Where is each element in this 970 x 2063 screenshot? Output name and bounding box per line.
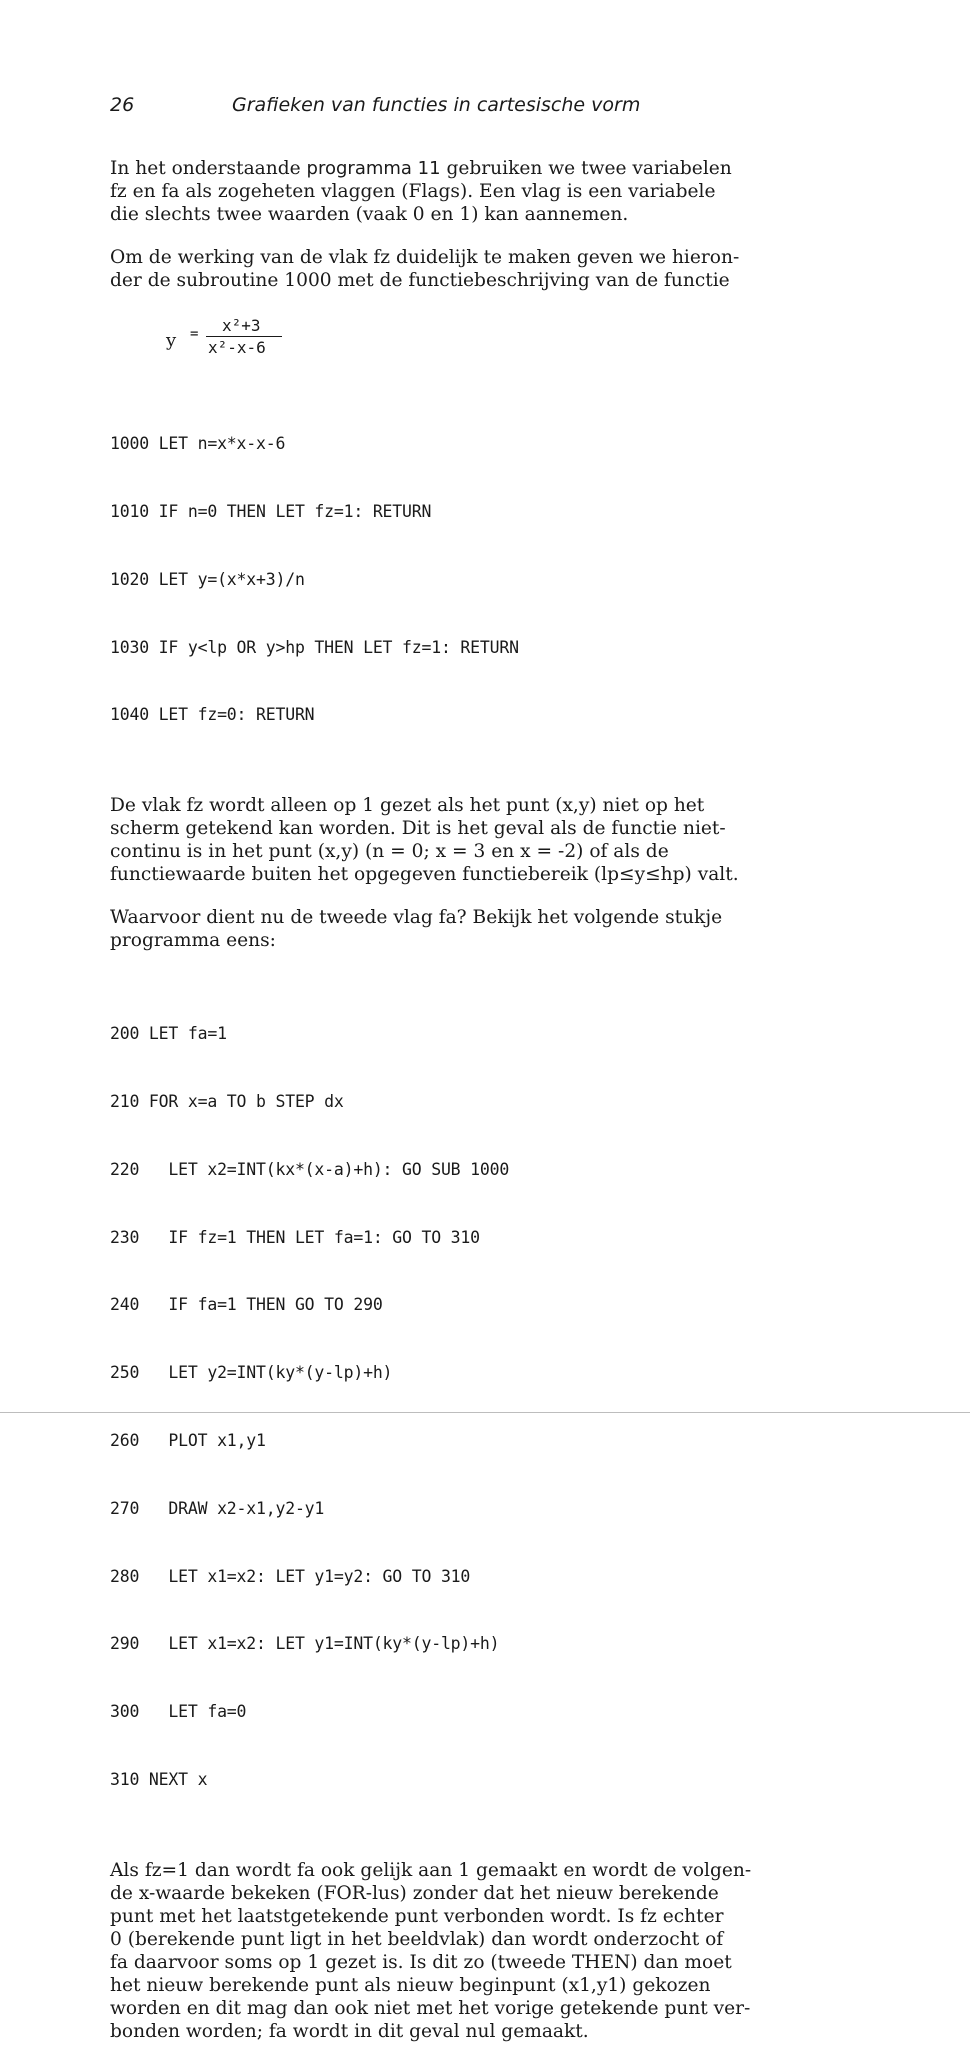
fraction-bar xyxy=(206,336,282,337)
function-formula xyxy=(110,312,850,368)
code-line: 250 LET y2=INT(ky*(y-lp)+h) xyxy=(110,1363,393,1383)
intro-text-before: In het onderstaande xyxy=(110,158,307,179)
subroutine-listing xyxy=(110,388,850,772)
intro-paragraph xyxy=(110,157,850,226)
book-page xyxy=(110,94,850,2063)
code-line: 220 LET x2=INT(kx*(x-a)+h): GO SUB 1000 xyxy=(110,1159,510,1179)
code-line: 270 DRAW x2-x1,y2-y1 xyxy=(110,1498,325,1518)
program-listing xyxy=(110,978,850,1837)
page-edge-line xyxy=(0,1412,970,1413)
page-number: 26 xyxy=(110,94,135,116)
code-line: 200 LET fa=1 xyxy=(110,1024,227,1044)
code-line: 290 LET x1=x2: LET y1=INT(ky*(y-lp)+h) xyxy=(110,1634,500,1654)
running-head xyxy=(110,94,850,116)
fz-explanation-paragraph: Om de werking van de vlak fz duidelijk te maken geven we hieron- der de subroutine 1000 met de functiebeschrijving van de functie xyxy=(110,247,740,291)
question-paragraph: Waarvoor dient nu de tweede vlag fa? Bekijk het volgende stukje programma eens: xyxy=(110,907,723,952)
code-line: 1040 LET fz=0: RETURN xyxy=(110,705,315,725)
chapter-title: Grafieken van functies in cartesische vorm xyxy=(232,94,641,116)
formula-numerator: x²+3 xyxy=(222,316,261,335)
code-line: 260 PLOT x1,y1 xyxy=(110,1430,266,1450)
code-line: 300 LET fa=0 xyxy=(110,1702,247,1722)
code-line: 1020 LET y=(x*x+3)/n xyxy=(110,569,305,589)
program-reference: programma 11 xyxy=(306,158,441,179)
code-line: 310 NEXT x xyxy=(110,1769,208,1789)
code-line: 1000 LET n=x*x-x-6 xyxy=(110,434,286,454)
formula-equals: = xyxy=(190,326,199,342)
formula-lhs: y xyxy=(166,330,177,351)
flag-explanation-paragraph: De vlak fz wordt alleen op 1 gezet als het punt (x,y) niet op het scherm getekend kan worden. Dit is het geval als de functie niet- continu is in het punt (x,y) (n = 0; x = 3 en x = -2) of als de functiewaarde buiten het opgegeven functiebereik (lp≤y≤hp) valt. xyxy=(110,795,739,886)
code-line: 210 FOR x=a TO b STEP dx xyxy=(110,1092,344,1112)
code-line: 230 IF fz=1 THEN LET fa=1: GO TO 310 xyxy=(110,1227,480,1247)
conclusion-paragraph: Als fz=1 dan wordt fa ook gelijk aan 1 gemaakt en wordt de volgen- de x-waarde bekeken (FOR-lus) zonder dat het nieuw berekende punt met het laatstgetekende punt verbonden wordt. Is fz echter 0 (berekende punt ligt in het beeldvlak) dan wordt onderzocht of fa daarvoor soms op 1 gezet is. Is dit zo (tweede THEN) dan moet het nieuw berekende punt als nieuw beginpunt (x1,y1) gekozen worden en dit mag dan ook niet met het vorige getekende punt ver- bonden worden; fa wordt in dit geval nul gemaakt. xyxy=(110,1859,752,2042)
code-line: 1030 IF y<lp OR y>hp THEN LET fz=1: RETURN xyxy=(110,637,519,657)
intro-text-after: gebruiken we twee variabelen fz en fa als zogeheten vlaggen (Flags). Een vlag is een variabele die slechts twee waarden (vaak 0 en 1) kan aannemen. xyxy=(110,158,732,225)
formula-denominator: x²-x-6 xyxy=(208,338,266,357)
code-line: 240 IF fa=1 THEN GO TO 290 xyxy=(110,1295,383,1315)
code-line: 280 LET x1=x2: LET y1=y2: GO TO 310 xyxy=(110,1566,471,1586)
code-line: 1010 IF n=0 THEN LET fz=1: RETURN xyxy=(110,501,432,521)
